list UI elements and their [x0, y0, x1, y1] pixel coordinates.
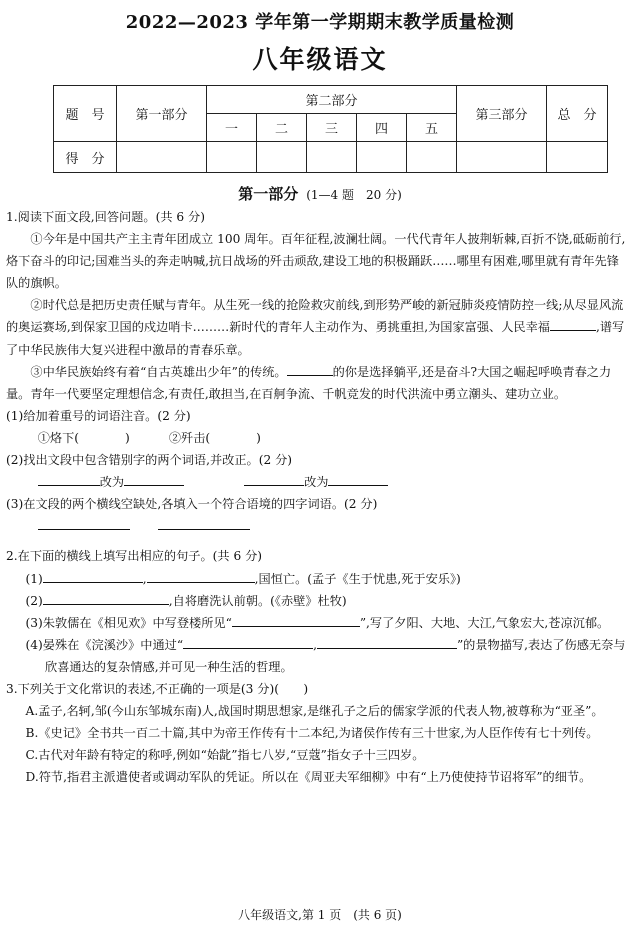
q1-sub-3-answers — [6, 515, 628, 537]
q1-paragraph-3 — [6, 361, 628, 405]
score-header-part1: 第一部分 — [117, 86, 207, 142]
section-title: 第一部分 — [238, 185, 299, 203]
q3-option-b: B.《史记》全书共一百二十篇,其中为帝王作传有十二本纪,为诸侯作传有三十世家,为人臣作传有七十列传。 — [25, 726, 599, 741]
answer-blank[interactable] — [38, 471, 100, 486]
answer-blank[interactable] — [232, 612, 360, 627]
q2-label: (2) — [25, 593, 43, 608]
q2-sentence-1 — [6, 568, 628, 590]
score-table — [53, 85, 608, 173]
score-cell — [207, 142, 257, 173]
exam-body — [6, 206, 628, 788]
q2-text: (3)朱敦儒在《相见欢》中写登楼所见“ — [25, 615, 232, 630]
section-heading — [0, 183, 640, 204]
section-subtitle: (1—4 题 20 分) — [306, 188, 402, 202]
q3-option-d: D.符节,指君主派遣使者或调动军队的凭证。所以在《周亚夫军细柳》中有“上乃使使持节诏将军”的细节。 — [25, 770, 592, 785]
q2-label: (1) — [25, 571, 43, 586]
score-header-part2-sub: 二 — [257, 114, 307, 142]
score-header-total: 总 分 — [547, 86, 608, 142]
answer-blank[interactable] — [158, 515, 250, 530]
answer-blank[interactable] — [147, 568, 255, 583]
answer-blank[interactable] — [183, 634, 313, 649]
answer-blank[interactable] — [38, 515, 130, 530]
answer-blank[interactable] — [43, 568, 143, 583]
answer-blank[interactable] — [124, 471, 184, 486]
score-header-part2: 第二部分 — [207, 86, 457, 114]
answer-blank[interactable] — [43, 590, 169, 605]
q1-paragraph-1: ①今年是中国共产主主青年团成立 100 周年。百年征程,波澜壮阔。一代代青年人披荆斩棘,百折不饶,砥砺前行,烙下奋斗的印记;国难当头的奔走呐喊,抗日战场的歼击顽敌,建设工地的积极踊跃……哪里有困难,哪里就有青年先锋队的旗帜。 — [6, 232, 626, 291]
q1-stem: 1.阅读下面文段,回答问题。(共 6 分) — [6, 210, 205, 224]
q2-text: ”,写了夕阳、大地、大江,气象宏大,苍凉沉郁。 — [359, 615, 610, 630]
answer-blank[interactable] — [287, 361, 333, 376]
q1-sub-1-answers — [6, 427, 628, 449]
punct: , — [142, 571, 147, 586]
q1-paragraph-2-text: ②时代总是把历史责任赋与青年。从生死一线的抢险救灾前线,到形势严峻的新冠肺炎疫情防控一线;从尽显风流的奥运赛场,到保家卫国的戍边哨卡………新时代的青年人主动作为、勇挑重担,为国家富强、人民幸福 — [6, 298, 624, 335]
answer-blank[interactable] — [328, 471, 388, 486]
q2-stem: 2.在下面的横线上填写出相应的句子。(共 6 分) — [6, 549, 263, 564]
exam-subtitle: 八年级语文 — [252, 45, 388, 74]
score-header-part2-sub: 三 — [307, 114, 357, 142]
score-cell — [407, 142, 457, 173]
score-cell — [307, 142, 357, 173]
gaiwei-label: 改为 — [304, 475, 329, 490]
q2-text: ”的景物描写,表达了伤感无奈与欣喜通达的复杂情感,并可见一种生活的哲理。 — [45, 637, 626, 674]
page-footer: 八年级语文,第 1 页 (共 6 页) — [238, 908, 402, 922]
q2-text: (4)晏殊在《浣溪沙》中通过“ — [25, 637, 184, 652]
score-header-part3: 第三部分 — [457, 86, 547, 142]
score-header-part2-sub: 一 — [207, 114, 257, 142]
answer-blank[interactable] — [317, 634, 457, 649]
score-cell — [257, 142, 307, 173]
q2-text: ,国恒亡。(孟子《生于忧患,死于安乐》) — [254, 571, 461, 586]
paren: ) — [125, 430, 130, 445]
gaiwei-label: 改为 — [99, 475, 125, 490]
score-cell — [357, 142, 407, 173]
answer-blank[interactable] — [244, 471, 304, 486]
q1-sub-1-b: ②歼击( — [168, 430, 211, 445]
q1-sub-1: (1)给加着重号的词语注音。(2 分) — [6, 408, 191, 423]
q3-option-a: A.孟子,名轲,邹(今山东邹城东南)人,战国时期思想家,是继孔子之后的儒家学派的代表人物,被尊称为“亚圣”。 — [25, 704, 604, 719]
q2-sentence-3 — [6, 612, 628, 634]
q2-sentence-2 — [6, 590, 628, 612]
q1-sub-2-answers — [6, 471, 628, 493]
q1-sub-1-a: ①烙下( — [37, 430, 80, 445]
q2-text: ,自将磨洗认前朝。(《赤壁》杜牧) — [168, 593, 347, 608]
q1-paragraph-2-text: ,谱写了中华民族伟大复兴进程中激昂的青春乐章。 — [6, 320, 625, 357]
answer-blank[interactable] — [550, 316, 596, 331]
exam-title: 2022—2023 学年第一学期期末教学质量检测 — [125, 12, 515, 33]
score-header-tihao: 题 号 — [54, 86, 117, 142]
q1-paragraph-3-text: ③中华民族始终有着“自古英雄出少年”的传统。 — [30, 364, 287, 379]
score-header-part2-sub: 五 — [407, 114, 457, 142]
score-cell — [547, 142, 608, 173]
score-cell — [117, 142, 207, 173]
q2-sentence-4 — [6, 634, 628, 678]
q3-option-c: C.古代对年龄有特定的称呼,例如“始龀”指七八岁,“豆蔻”指女子十三四岁。 — [25, 748, 425, 763]
q1-paragraph-2 — [6, 294, 628, 360]
q3-stem: 3.下列关于文化常识的表述,不正确的一项是(3 分)( ) — [6, 681, 309, 696]
punct: , — [313, 637, 317, 652]
score-header-part2-sub: 四 — [357, 114, 407, 142]
score-cell — [457, 142, 547, 173]
q1-sub-3: (3)在文段的两个横线空缺处,各填入一个符合语境的四字词语。(2 分) — [6, 497, 378, 512]
q1-sub-2: (2)找出文段中包含错别字的两个词语,并改正。(2 分) — [6, 453, 293, 468]
paren: ) — [256, 430, 261, 445]
q1-paragraph-3-text: 的你是选择躺平,还是奋斗?大国之崛起呼唤青春之力量。青年一代要坚定理想信念,有责任,敢担当,在百舸争流、千帆竞发的时代洪流中勇立潮头、建功立业。 — [6, 364, 612, 401]
score-row-label: 得 分 — [54, 142, 117, 173]
